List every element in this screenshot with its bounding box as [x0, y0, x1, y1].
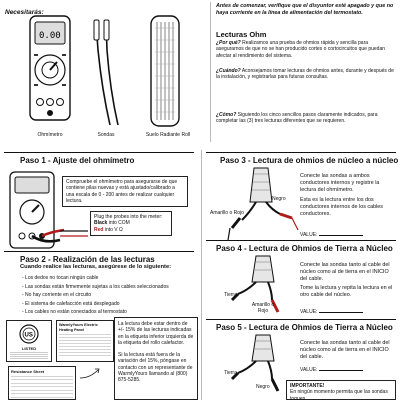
tool-label-heating-roll: Suelo Radiante Roll [145, 132, 191, 138]
svg-text:US: US [24, 332, 33, 339]
listing-mark-text: LISTED [21, 346, 37, 351]
tolerance-note [114, 317, 198, 400]
important-box [286, 380, 396, 400]
tool-label-ohmmeter: Ohmímetro [37, 132, 63, 138]
step4-text1: Conecte las sondas tanto al cable del núcleo como al de tierra en el INICIO del cable. [300, 262, 390, 282]
probe-instructions [90, 211, 172, 236]
step5-title: Paso 5 - Lectura de Ohmios de Tierra a Núcleo [216, 323, 393, 332]
needed-label: Necesitarás: [5, 9, 44, 16]
step3-value-label: VALUE: [300, 232, 318, 238]
step3-text2: Esta es la lectura entre los dos conductores internos de los cables conductores. [300, 197, 384, 217]
resistance-sheet-rows [11, 376, 73, 398]
tool-label-probes: Sondas [97, 132, 115, 138]
step4-value [300, 308, 363, 315]
step3-cable-diagram [228, 166, 298, 242]
probe-black-text: into COM [107, 220, 130, 227]
step2-checklist [22, 274, 197, 317]
step1-callout: Compruebe el ohmímetro para asegurarse de que contiene pilas nuevas y está ajustado/calibrado a una escala de 0 - 200 antes de realizar cualquier lectura. [62, 176, 188, 207]
question-how-text: Siguiendo los cinco sencillos pasos claramente indicados, para completar las (3) tres lecturas diferentes que se requieren. [216, 112, 378, 125]
checklist-item: - El sistema de calefacción está desplegado [22, 300, 120, 307]
question-how-label: ¿Cómo? [216, 112, 237, 118]
probes-illustration [88, 20, 128, 130]
step4-wire-red: Amarillo o Rojo [251, 302, 275, 315]
step4-title: Paso 4 - Lectura de Ohmios de Tierra a Núcleo [216, 244, 393, 253]
probe-red-label: Red [94, 226, 104, 233]
step1-title: Paso 1 - Ajuste del ohmímetro [20, 156, 135, 165]
label-rows [59, 334, 111, 358]
ohm-title: Lecturas Ohm [216, 30, 267, 39]
probe-instructions-line: Plug the probes into the meter: [94, 214, 163, 220]
important-title: IMPORTANTE! [290, 383, 325, 389]
question-how [216, 112, 396, 125]
step1-rule [4, 152, 194, 153]
step4-rule [206, 240, 396, 241]
checklist-item: - Las sondas están firmemente sujetas a los cables seleccionados [22, 283, 169, 290]
svg-text:0.00: 0.00 [39, 31, 61, 41]
probe-red-line [94, 227, 168, 233]
step4-wire-ground: Tierra [224, 292, 237, 298]
checklist-item: - Los dedos no tocan ningún cable [22, 275, 99, 281]
intro-warning: Antes de comenzar, verifique que el disyuntor esté apagado y que no haya corriente en la línea de alimentación del termostato. [216, 3, 394, 16]
label-callout-arrow [78, 366, 102, 380]
label-fine-print [10, 352, 48, 360]
question-when-text: Aconsejamos tomar lecturas de ohmios antes, durante y después de la instalación, y registrarlas para futuras consultas. [216, 68, 394, 81]
probe-black-label: Black [94, 220, 108, 227]
step1-ohmmeter [4, 170, 64, 250]
checklist-item: - No hay corriente en el circuito [22, 292, 92, 299]
step3-value-field[interactable] [319, 231, 363, 236]
important-text: En ningún momento permita que las sondas toquen [290, 389, 388, 400]
question-when [216, 68, 396, 81]
step5-value [300, 366, 363, 373]
step4-text2: Tome la lectura y repita la lectura en el otro cable del núcleo. [300, 285, 393, 298]
question-why [216, 40, 396, 59]
ohmmeter-illustration [26, 14, 76, 129]
probe-red-text: into V Ω [103, 226, 123, 233]
step3-wire-black: Negro [272, 196, 286, 202]
step3-value [300, 231, 363, 238]
resistance-sheet-title: Resistance Sheet [11, 369, 45, 374]
tolerance-note-text: La lectura debe estar dentro de +/- 15% de las lecturas indicadas en la etiqueta inferior izquierda de la etiqueta del rollo calefactor. [118, 321, 194, 346]
question-why-label: ¿Por qué? [216, 40, 241, 46]
resistance-sheet [8, 366, 76, 400]
step4-value-field[interactable] [319, 308, 363, 313]
step5-wire-ground: Tierra [224, 370, 237, 376]
step1-probe-tips [60, 228, 90, 238]
tolerance-contact-text: Si la lectura está fuera de la variación del 15%, póngase en contacto con un representante de WarmlyYours llamando al (800) 875-5285. [118, 352, 193, 383]
checklist-item: - Los cables no están conectados al termostato [22, 309, 127, 316]
step3-wire-red: Amarillo o Rojo [210, 210, 244, 216]
step3-rule [206, 152, 396, 153]
step3-text1: Conecte las sondas a ambos conductores internos y registre la lectura del ohmímetro. [300, 173, 380, 193]
question-when-label: ¿Cuándo? [216, 68, 241, 74]
step4-value-label: VALUE: [300, 309, 318, 315]
label-brand-text: WarmlyYours Electric Heating Panel [59, 323, 98, 332]
heating-roll-illustration [148, 14, 182, 130]
product-label-sheet [56, 320, 114, 362]
question-why-text: Realizamos una prueba de ohmios rápida y sencilla para asegurarnos de que no se han producido cortes o cortocircuitos que puedan afectar al rendimiento del sistema. [216, 40, 386, 59]
center-divider [201, 150, 202, 400]
step5-rule [206, 319, 396, 320]
step2-title: Paso 2 - Realización de las lecturas [20, 255, 155, 264]
step3-title: Paso 3 - Lectura de ohmios de núcleo a núcleo [220, 156, 399, 165]
top-divider [210, 2, 211, 142]
product-label-card [6, 320, 52, 362]
step2-rule [4, 251, 194, 252]
step5-value-label: VALUE: [300, 367, 318, 373]
step5-wire-black: Negro [256, 384, 270, 390]
step2-subtitle: Cuando realice las lecturas, asegúrese de lo siguiente: [20, 264, 172, 270]
listing-seal-icon [19, 324, 39, 344]
step5-value-field[interactable] [319, 366, 363, 371]
step5-text1: Conecte las sondas tanto al cable del núcleo como al de tierra en el INICIO del cable. [300, 340, 390, 360]
